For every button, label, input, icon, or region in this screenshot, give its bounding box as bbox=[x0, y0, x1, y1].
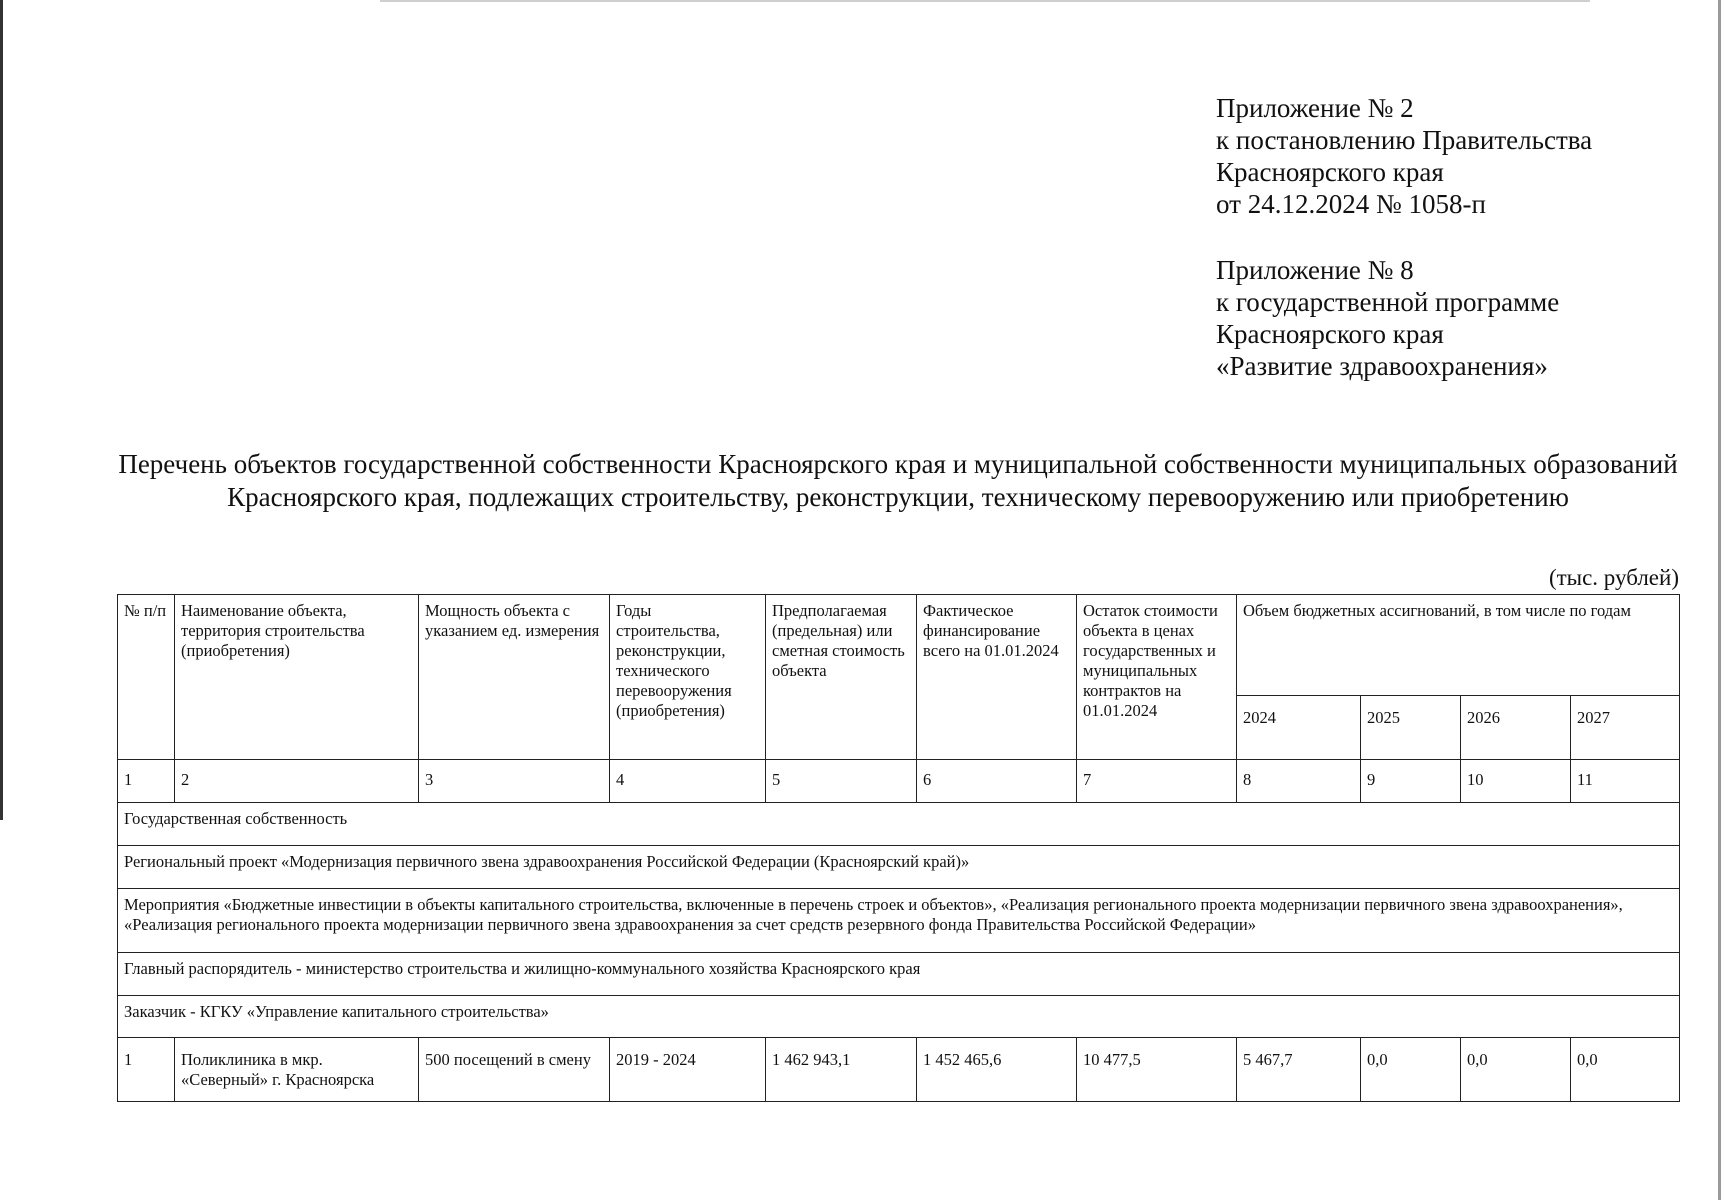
column-number: 11 bbox=[1571, 760, 1680, 803]
appendix-2-header bbox=[1216, 92, 1592, 220]
appendix-line: Приложение № 8 bbox=[1216, 255, 1414, 285]
cell-num: 1 bbox=[118, 1038, 175, 1102]
appendix-line: «Развитие здравоохранения» bbox=[1216, 351, 1548, 381]
header-name: Наименование объекта, территория строительства (приобретения) bbox=[175, 595, 419, 760]
header-actual-funding: Фактическое финансирование всего на 01.01.2024 bbox=[917, 595, 1077, 760]
objects-table bbox=[117, 594, 1680, 1102]
cell-2024: 5 467,7 bbox=[1237, 1038, 1361, 1102]
header-years: Годы строительства, реконструкции, технического перевооружения (приобретения) bbox=[610, 595, 766, 760]
group-measures: Мероприятия «Бюджетные инвестиции в объекты капитального строительства, включенные в перечень строек и объектов», «Реализация регионального проекта модернизации первичного звена здравоохранения», «Реализация регионального проекта модернизации первичного звена здравоохранения за счет средств резервного фонда Правительства Российской Федерации» bbox=[118, 889, 1680, 953]
header-budget: Объем бюджетных ассигнований, в том числе по годам bbox=[1237, 595, 1680, 696]
appendix-line: Красноярского края bbox=[1216, 157, 1444, 187]
table-row bbox=[118, 1038, 1680, 1102]
cell-years: 2019 - 2024 bbox=[610, 1038, 766, 1102]
right-scan-edge bbox=[1718, 0, 1721, 1200]
appendix-line: Красноярского края bbox=[1216, 319, 1444, 349]
cell-2027: 0,0 bbox=[1571, 1038, 1680, 1102]
group-regional-project: Региональный проект «Модернизация первичного звена здравоохранения Российской Федерации (Красноярский край)» bbox=[118, 846, 1680, 889]
column-number: 6 bbox=[917, 760, 1077, 803]
appendix-line: к государственной программе bbox=[1216, 287, 1560, 317]
column-numbers-row bbox=[118, 760, 1680, 803]
column-number: 8 bbox=[1237, 760, 1361, 803]
top-scan-line bbox=[380, 0, 1590, 2]
header-estimated-cost: Предполагаемая (предельная) или сметная стоимость объекта bbox=[766, 595, 917, 760]
group-customer: Заказчик - КГКУ «Управление капитального строительства» bbox=[118, 996, 1680, 1038]
header-num: № п/п bbox=[118, 595, 175, 760]
cell-2025: 0,0 bbox=[1361, 1038, 1461, 1102]
cell-2026: 0,0 bbox=[1461, 1038, 1571, 1102]
header-year-2027: 2027 bbox=[1571, 696, 1680, 760]
header-year-2026: 2026 bbox=[1461, 696, 1571, 760]
header-remaining-cost: Остаток стоимости объекта в ценах государственных и муниципальных контрактов на 01.01.2024 bbox=[1077, 595, 1237, 760]
header-year-2025: 2025 bbox=[1361, 696, 1461, 760]
column-number: 1 bbox=[118, 760, 175, 803]
column-number: 2 bbox=[175, 760, 419, 803]
appendix-8-header bbox=[1216, 254, 1559, 382]
column-number: 3 bbox=[419, 760, 610, 803]
appendix-line: Приложение № 2 bbox=[1216, 93, 1414, 123]
column-number: 10 bbox=[1461, 760, 1571, 803]
column-number: 4 bbox=[610, 760, 766, 803]
appendix-line: к постановлению Правительства bbox=[1216, 125, 1593, 155]
column-number: 7 bbox=[1077, 760, 1237, 803]
header-year-2024: 2024 bbox=[1237, 696, 1361, 760]
cell-actual-funding: 1 452 465,6 bbox=[917, 1038, 1077, 1102]
cell-capacity: 500 посещений в смену bbox=[419, 1038, 610, 1102]
units-note: (тыс. рублей) bbox=[1548, 565, 1679, 590]
appendix-line: от 24.12.2024 № 1058-п bbox=[1216, 189, 1486, 219]
left-scan-edge bbox=[0, 0, 3, 820]
column-number: 9 bbox=[1361, 760, 1461, 803]
cell-estimated-cost: 1 462 943,1 bbox=[766, 1038, 917, 1102]
header-capacity: Мощность объекта с указанием ед. измерения bbox=[419, 595, 610, 760]
column-number: 5 bbox=[766, 760, 917, 803]
cell-name: Поликлиника в мкр. «Северный» г. Красноярска bbox=[175, 1038, 419, 1102]
group-chief-manager: Главный распорядитель - министерство строительства и жилищно-коммунального хозяйства Красноярского края bbox=[118, 953, 1680, 996]
document-title: Перечень объектов государственной собственности Красноярского края и муниципальной собственности муниципальных образований Красноярского края, подлежащих строительству, реконструкции, техническому перевооружению или приобретению bbox=[118, 449, 1678, 512]
cell-remaining-cost: 10 477,5 bbox=[1077, 1038, 1237, 1102]
group-ownership: Государственная собственность bbox=[118, 803, 1680, 846]
